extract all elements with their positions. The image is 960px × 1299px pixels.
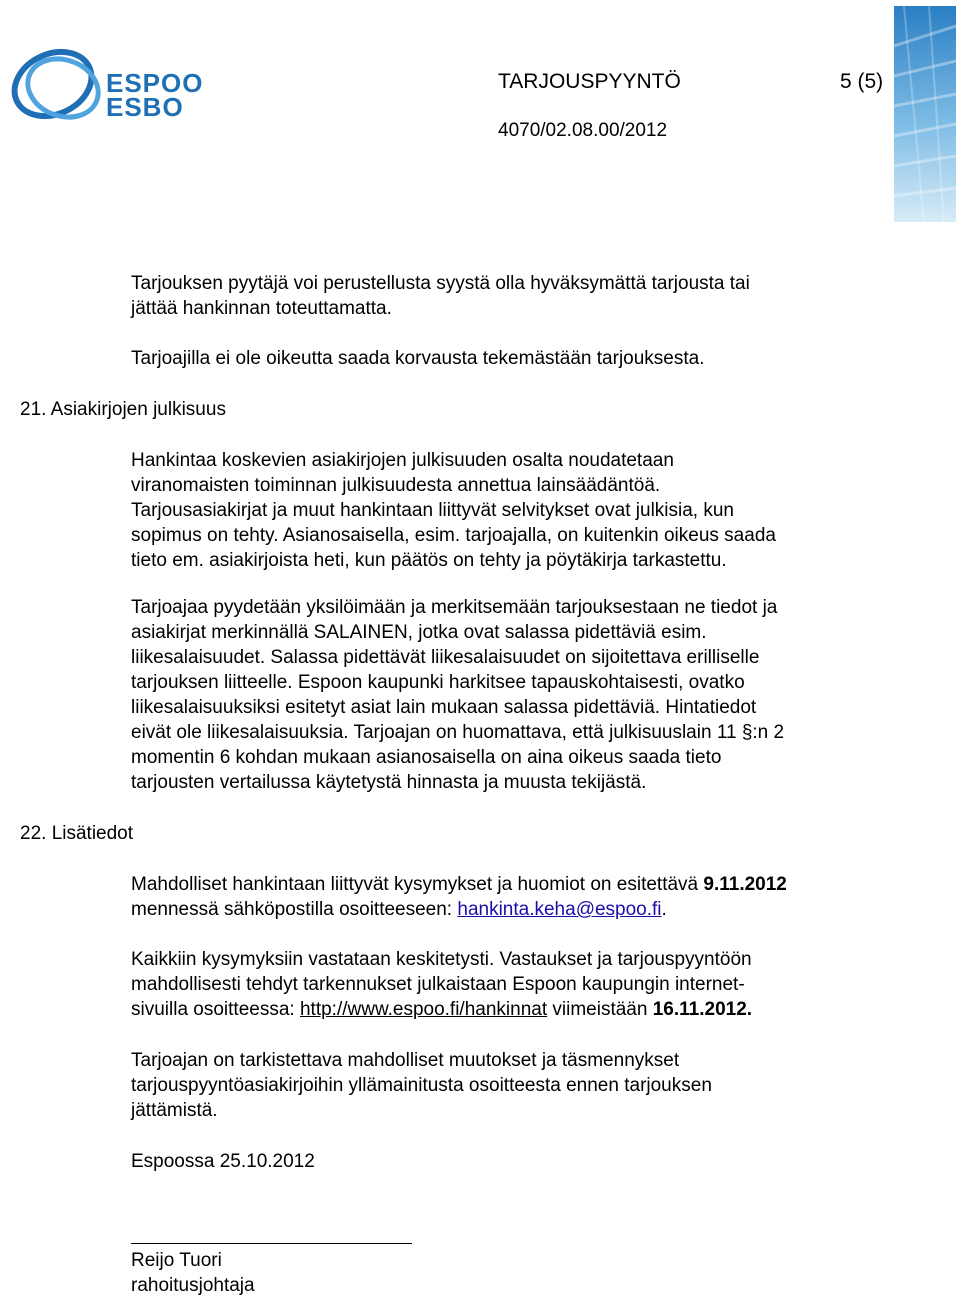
- intro-line: Tarjouksen pyytäjä voi perustellusta syystä olla hyväksymättä tarjousta tai: [131, 273, 750, 294]
- logo-text-esbo: ESBO: [106, 92, 184, 122]
- paragraph-line: liikesalaisuudet. Salassa pidettävät liikesalaisuudet on sijoitettava erilliselle: [131, 647, 760, 668]
- place-date: Espoossa 25.10.2012: [131, 1151, 315, 1172]
- paragraph-line: Kaikkiin kysymyksiin vastataan keskitetysti. Vastaukset ja tarjouspyyntöön: [131, 949, 752, 970]
- paragraph-line: eivät ole liikesalaisuuksia. Tarjoajan on huomattava, että julkisuuslain 11 §:n 2: [131, 722, 785, 743]
- paragraph-line: [131, 897, 667, 922]
- intro-line: jättää hankinnan toteuttamatta.: [131, 298, 392, 319]
- section-heading-22: 22. Lisätiedot: [20, 823, 134, 844]
- paragraph-line: tieto em. asiakirjoista heti, kun päätös on tehty ja pöytäkirja tarkastettu.: [131, 550, 727, 571]
- paragraph-line: momentin 6 kohdan mukaan asianosaisella on aina oikeus saada tieto: [131, 747, 722, 768]
- answer-date: 16.11.2012.: [652, 999, 753, 1020]
- paragraph-line: [131, 997, 752, 1022]
- paragraph-line: asiakirjat merkinnällä SALAINEN, jotka ovat salassa pidettäviä esim.: [131, 622, 707, 643]
- text-span: mennessä sähköpostilla osoitteeseen:: [131, 899, 458, 920]
- signer-title: rahoitusjohtaja: [131, 1275, 255, 1296]
- text-span: viimeistään: [547, 999, 653, 1020]
- page-number: 5 (5): [840, 70, 884, 93]
- paragraph-line: tarjouspyyntöasiakirjoihin yllämainitusta osoitteesta ennen tarjouksen: [131, 1075, 712, 1096]
- signature-line: [131, 1243, 412, 1244]
- email-link[interactable]: hankinta.keha@espoo.fi: [457, 899, 662, 920]
- website-link[interactable]: http://www.espoo.fi/hankinnat: [299, 999, 548, 1020]
- corner-graphic: [894, 6, 956, 222]
- paragraph-line: tarjouksen liitteelle. Espoon kaupunki harkitsee tapauskohtaisesti, ovatko: [131, 672, 745, 693]
- paragraph-line: jättämistä.: [131, 1100, 218, 1121]
- paragraph-line: Hankintaa koskevien asiakirjojen julkisuuden osalta noudatetaan: [131, 450, 674, 471]
- doc-number: 4070/02.08.00/2012: [498, 120, 668, 141]
- text-span: .: [661, 899, 667, 920]
- paragraph-line: Tarjoajan on tarkistettava mahdolliset muutokset ja täsmennykset: [131, 1050, 680, 1071]
- signer-name: Reijo Tuori: [131, 1250, 222, 1271]
- espoo-logo: [5, 38, 204, 138]
- paragraph-line: tarjousten vertailussa käytetystä hinnasta ja muusta tekijästä.: [131, 772, 647, 793]
- text-span: sivuilla osoitteessa:: [131, 999, 300, 1020]
- intro-line: Tarjoajilla ei ole oikeutta saada korvausta tekemästään tarjouksesta.: [131, 348, 705, 369]
- logo-text-espoo: ESPOO: [106, 68, 204, 98]
- paragraph-line: sopimus on tehty. Asianosaisella, esim. tarjoajalla, on kuitenkin oikeus saada: [131, 525, 776, 546]
- section-heading-21: 21. Asiakirjojen julkisuus: [20, 399, 226, 420]
- paragraph-line: viranomaisten toiminnan julkisuudesta annettua lainsäädäntöä.: [131, 475, 661, 496]
- paragraph-line: Tarjoajaa pyydetään yksilöimään ja merkitsemään tarjouksestaan ne tiedot ja: [131, 597, 778, 618]
- paragraph-line: Tarjousasiakirjat ja muut hankintaan liittyvät selvitykset ovat julkisia, kun: [131, 500, 734, 521]
- doc-type: TARJOUSPYYNTÖ: [498, 70, 681, 93]
- deadline-date: 9.11.2012: [703, 874, 787, 895]
- paragraph-line: mahdollisesti tehdyt tarkennukset julkaistaan Espoon kaupungin internet-: [131, 974, 745, 995]
- text-span: Mahdolliset hankintaan liittyvät kysymykset ja huomiot on esitettävä: [131, 874, 704, 895]
- paragraph-line: [131, 872, 787, 897]
- paragraph-line: liikesalaisuuksiksi esitetyt asiat lain mukaan salassa pidettäviä. Hintatiedot: [131, 697, 757, 718]
